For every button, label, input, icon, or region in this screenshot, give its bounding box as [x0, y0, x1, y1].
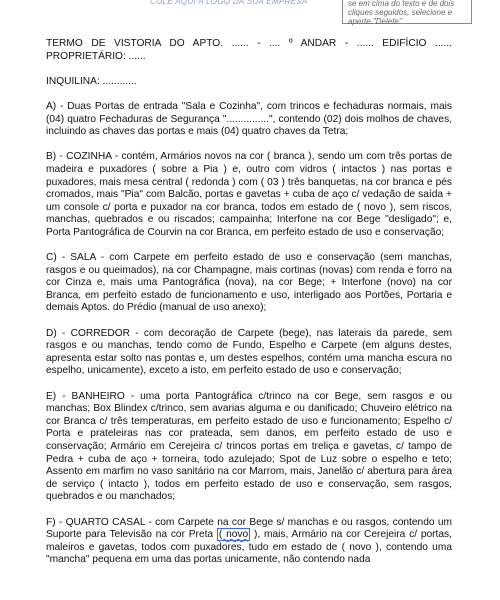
- item-f-text-end: ), mais, Armário na cor Cerejeira c/ portas, maleiros e gavetas, todos com puxadores, tudo em estado de ( novo ), contendo uma "mancha" pequena em uma das portas unicamente, não contendo nada: [46, 529, 452, 566]
- item-d-corridor: D) - CORREDOR - com decoração de Carpete (bege), nas laterais da parede, sem rasgos e ou manchas, tendo como de Fundo, Espelho e Carpete (em alguns destes, apresenta estar solto nas pontas e, um destes espelhos, contém uma mancha escura no espelho, unicamente), exceto a isto, em perfeito estado de uso e conservação;: [46, 327, 452, 377]
- item-a-doors: A) - Duas Portas de entrada "Sala e Cozinha", com trincos e fechaduras normais, mais (04) quatro Fechaduras de Segurança "...............", contendo (02) dois molhos de chaves, incluindo as chaves das portas e mais (04) quatro chaves da Tetra;: [46, 100, 452, 138]
- tenant-line: INQUILINA: ............: [46, 75, 137, 87]
- title-line: TERMO DE VISTORIA DO APTO. ...... - .... º ANDAR - ...... EDIFÍCIO ...... PROPRIETÁRIO: ......: [46, 38, 452, 62]
- document-page: [46, 38, 452, 580]
- logo-placeholder-banner: COLE AQUI A LOGO DA SUA EMPRESA: [150, 0, 308, 6]
- spellcheck-marked-word[interactable]: ( novo: [218, 529, 249, 541]
- instruction-note: se em cima do texto e de dois cliques seguidos, selecione e aperte "Delete": [342, 0, 472, 24]
- item-b-kitchen: B) - COZINHA - contém, Armários novos na cor ( branca ), sendo um com três portas de madeira e puxadores ( sobre a Pia ) e, outro com vidros ( intactos ) nas portas e puxadores, mais mesa central ( redonda ) com ( 03 ) três banquetas, na cor branca e pés cromados, mais "Pia" com Balcão, portas e gavetas + cuba de aço c/ vedação de saída + um console c/ porta e puxador na cor branca, todos em estado de ( novo ), sem riscos, manchas, quebrados e ou riscados; campainha; Interfone na cor Bege "desligado"; e, Porta Pantográfica de Courvin na cor Branca, em perfeito estado de uso e conservação;: [46, 151, 452, 238]
- item-f-text-start: F) - QUARTO CASAL - com Carpete na cor Bege s/ manchas e ou rasgos, contendo um Suporte para Televisão na cor Preta: [46, 516, 452, 541]
- item-e-bathroom: E) - BANHEIRO - uma porta Pantográfica c/trinco na cor Bege, sem rasgos e ou manchas; Box Blindex c/trinco, sem avarias alguma e ou danificado; Chuveiro elétrico na cor Branca c/ três temperaturas, em perfeito estado de uso e funcionamento; Espelho c/ Porta e prateleiras nas cor prateada, sem danos, em perfeito estado de uso e conservação; Armário em Cerejeira c/ trincos portas em treliça e gavetas, c/ tampo de Pedra + cuba de aço + torneira, todo azulejado; Spot de Luz sobre o espelho e teto; Assento em marfim no vaso sanitário na cor Marrom, mais, Janelão c/ abertura para área de serviço ( intacto ), todos em perfeito estado de uso e conservação, sem rasgos, quebrados e ou manchados;: [46, 390, 452, 503]
- item-c-living-room: C) - SALA - com Carpete em perfeito estado de uso e conservação (sem manchas, rasgos e ou queimados), na cor Champagne, mais cortinas (novas) com renda e forro na cor Cinza e, mais uma Pantográfica (nova), na cor Bege; + Interfone (novo) na cor Branca, em perfeito estado de funcionamento e uso, interligado aos Portões, Portaria e demais Aptos. do Prédio (manual de uso anexo);: [46, 252, 452, 314]
- item-f-master-bedroom: [46, 517, 452, 567]
